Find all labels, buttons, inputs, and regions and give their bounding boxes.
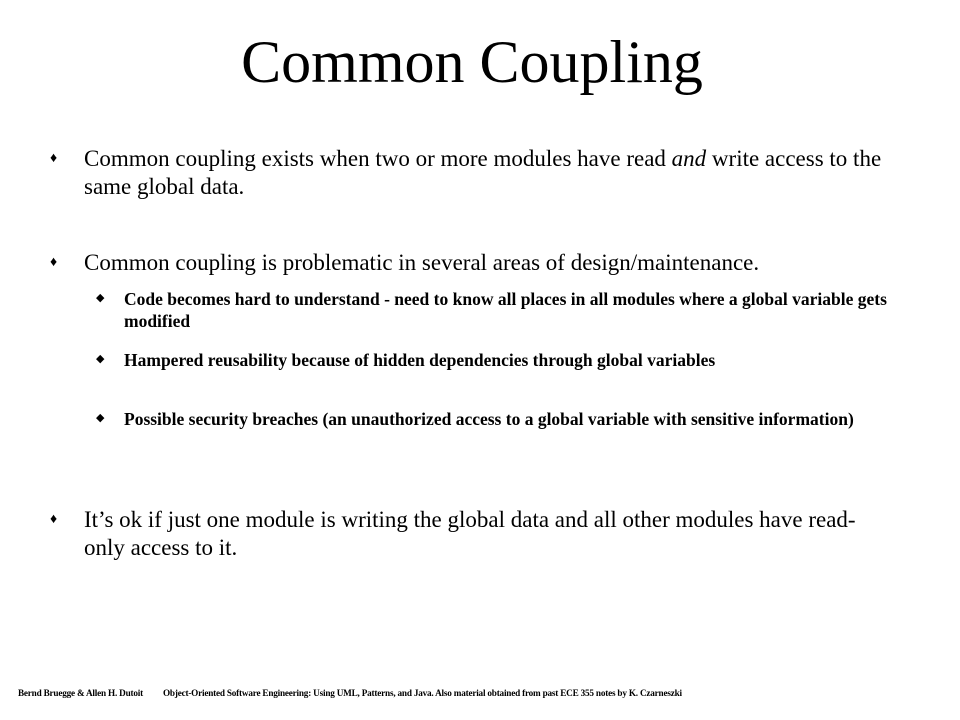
bullet-text-part: write access to the same global data. [84, 146, 882, 199]
slide-title: Common Coupling [241, 29, 703, 95]
bullet-text-emphasis: and [671, 146, 707, 171]
sub-bullet-text: Possible security breaches (an unauthorized access to a global variable with sensitive information) [124, 409, 854, 429]
diamond-bullet-icon: ♦ [50, 151, 58, 166]
sub-bullet-text: Code becomes hard to understand - need to know all places in all modules where a global variable gets modified [124, 289, 887, 331]
diamond-bullet-icon: ♦ [50, 512, 58, 527]
diamond-sub-bullet-icon: ◆ [96, 292, 105, 304]
footer-authors: Bernd Bruegge & Allen H. Dutoit [18, 688, 143, 698]
sub-bullet-text: Hampered reusability because of hidden dependencies through global variables [124, 350, 716, 370]
diamond-sub-bullet-icon: ◆ [96, 412, 105, 424]
diamond-sub-bullet-icon: ◆ [96, 353, 105, 365]
bullet-text: It’s ok if just one module is writing the global data and all other modules have read-only access to it. [84, 507, 856, 560]
bullet-text [84, 145, 894, 201]
bullet-text: Common coupling is problematic in several areas of design/maintenance. [84, 250, 760, 275]
slide-footer [18, 687, 948, 699]
diamond-bullet-icon: ♦ [50, 255, 58, 270]
footer-source: Object-Oriented Software Engineering: Using UML, Patterns, and Java. Also material obtained from past ECE 355 notes by K. Czarneszki [162, 688, 682, 698]
bullet-text-part: Common coupling exists when two or more modules have read [84, 146, 672, 171]
